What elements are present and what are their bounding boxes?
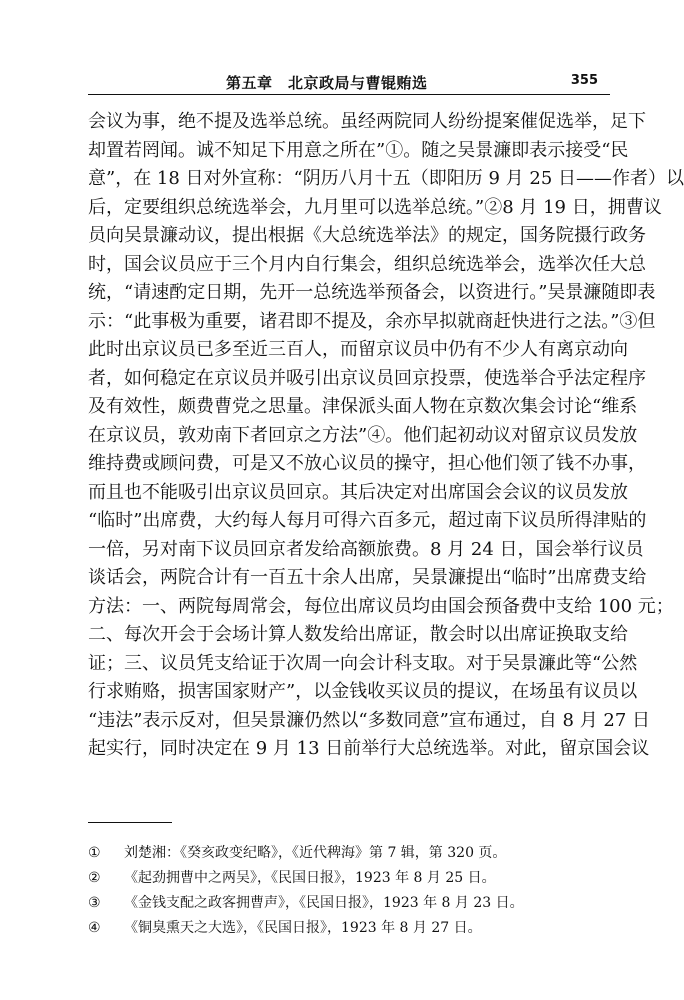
body-line: 方法：一、两院每周常会，每位出席议员均由国会预备费中支给 100 元；	[88, 595, 674, 617]
body-line: 起实行，同时决定在 9 月 13 日前举行大总统选举。对此，留京国会议	[88, 738, 650, 759]
header-rule	[88, 94, 610, 95]
body-text	[88, 108, 684, 764]
chapter-title: 第五章 北京政局与曹锟贿选	[226, 74, 428, 92]
footnote-text: 《铜臭熏天之大选》，《民国日报》，1923 年 8 月 27 日。	[124, 920, 482, 936]
footnote-text: 刘楚湘：《癸亥政变纪略》，《近代稗海》第 7 辑，第 320 页。	[124, 845, 507, 861]
body-line: 证；三、议员凭支给证于次周一向会计科支取。对于吴景濂此等“公然	[88, 652, 638, 674]
footnote	[88, 866, 620, 891]
footnote-mark: ③	[88, 895, 101, 911]
body-line: “临时”出席费，大约每人每月可得六百多元，超过南下议员所得津贴的	[88, 510, 647, 531]
running-header	[88, 70, 610, 94]
body-line: 维持费或顾问费，可是又不放心议员的操守，担心他们领了钱不办事，	[88, 453, 646, 474]
body-line: 二、每次开会于会场计算人数发给出席证，散会时以出席证换取支给	[88, 624, 628, 645]
footnotes	[88, 841, 620, 941]
footnote-mark: ②	[88, 870, 101, 886]
body-line: 却置若罔闻。诚不知足下用意之所在”①。随之吴景濂即表示接受“民	[88, 139, 629, 161]
body-line: 此时出京议员已多至近三百人，而留京议员中仍有不少人有离京动向	[88, 339, 628, 360]
body-line: 及有效性，颇费曹党之思量。津保派头面人物在京数次集会讨论“维系	[88, 396, 638, 417]
footnote-text: 《起劲拥曹中之两吴》，《民国日报》，1923 年 8 月 25 日。	[124, 870, 496, 886]
body-line: 会议为事，绝不提及选举总统。虽经两院同人纷纷提案催促选举，足下	[88, 111, 646, 132]
footnote-text: 《金钱支配之政客拥曹声》，《民国日报》，1923 年 8 月 23 日。	[124, 895, 524, 911]
page-number: 355	[570, 73, 598, 88]
body-line: 时，国会议员应于三个月内自行集会，组织总统选举会，选举次任大总	[88, 253, 646, 275]
footnote-mark: ①	[88, 845, 101, 861]
body-line: 而且也不能吸引出京议员回京。其后决定对出席国会会议的议员发放	[88, 481, 628, 503]
footnote	[88, 916, 620, 941]
body-line: 示：“此事极为重要，诸君即不提及，余亦早拟就商赶快进行之法。”③但	[88, 310, 656, 332]
body-line: “违法”表示反对，但吴景濂仍然以“多数同意”宣布通过，自 8 月 27 日	[88, 709, 651, 731]
body-line: 谈话会，两院合计有一百五十余人出席，吴景濂提出“临时”出席费支给	[88, 567, 647, 588]
body-line: 在京议员，敦劝南下者回京之方法”④。他们起初动议对留京议员发放	[88, 424, 638, 446]
body-line: 后，定要组织总统选举会，九月里可以选举总统。”②8 月 19 日，拥曹议	[88, 196, 662, 218]
footnote	[88, 891, 620, 916]
body-line: 一倍，另对南下议员回京者发给高额旅费。8 月 24 日，国会举行议员	[88, 538, 644, 560]
footnote-mark: ④	[88, 920, 101, 936]
footnote	[88, 841, 620, 866]
footnote-rule	[88, 822, 172, 823]
body-line: 员向吴景濂动议，提出根据《大总统选举法》的规定，国务院摄行政务	[88, 225, 646, 246]
body-line: 行求贿赂，损害国家财产”，以金钱收买议员的提议，在场虽有议员以	[88, 681, 638, 702]
body-line: 统，“请速酌定日期，先开一总统选举预备会，以资进行。”吴景濂随即表	[88, 282, 656, 303]
body-line: 者，如何稳定在京议员并吸引出京议员回京投票，使选举合乎法定程序	[88, 367, 646, 389]
body-line: 意”，在 18 日对外宣称：“阴历八月十五（即阳历 9 月 25 日——作者）以	[88, 168, 684, 189]
